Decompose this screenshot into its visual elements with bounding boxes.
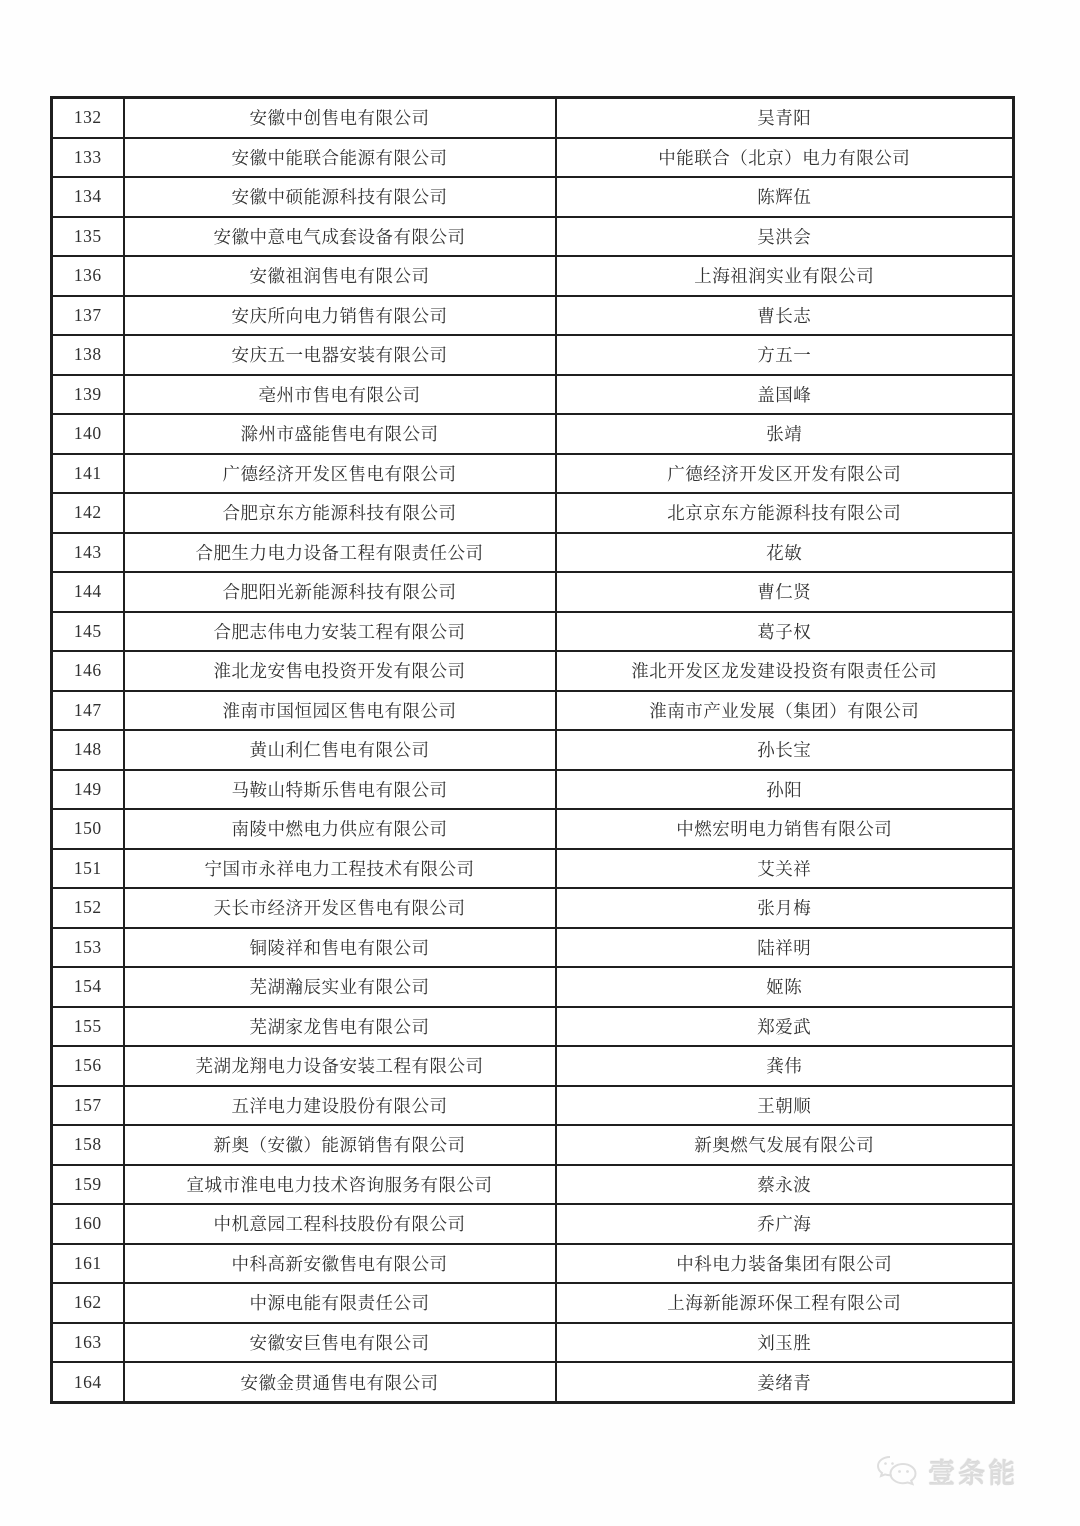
cell-company-name: 淮北龙安售电投资开发有限公司 xyxy=(124,651,556,691)
cell-row-number: 152 xyxy=(52,888,124,928)
cell-representative: 孙长宝 xyxy=(556,730,1014,770)
table-row xyxy=(52,651,1014,691)
table-row xyxy=(52,967,1014,1007)
cell-row-number: 145 xyxy=(52,612,124,652)
cell-row-number: 136 xyxy=(52,256,124,296)
watermark xyxy=(876,1452,1018,1491)
cell-company-name: 宣城市淮电电力技术咨询服务有限公司 xyxy=(124,1165,556,1205)
cell-representative: 陈辉伍 xyxy=(556,177,1014,217)
cell-representative: 花敏 xyxy=(556,533,1014,573)
cell-representative: 陆祥明 xyxy=(556,928,1014,968)
cell-representative: 北京京东方能源科技有限公司 xyxy=(556,493,1014,533)
cell-row-number: 150 xyxy=(52,809,124,849)
table-row xyxy=(52,1244,1014,1284)
cell-representative: 中科电力装备集团有限公司 xyxy=(556,1244,1014,1284)
table-row xyxy=(52,928,1014,968)
cell-row-number: 140 xyxy=(52,414,124,454)
cell-company-name: 芜湖家龙售电有限公司 xyxy=(124,1007,556,1047)
cell-row-number: 144 xyxy=(52,572,124,612)
cell-row-number: 155 xyxy=(52,1007,124,1047)
table-row xyxy=(52,375,1014,415)
table-row xyxy=(52,256,1014,296)
cell-row-number: 142 xyxy=(52,493,124,533)
cell-company-name: 合肥京东方能源科技有限公司 xyxy=(124,493,556,533)
cell-company-name: 安徽中能联合能源有限公司 xyxy=(124,138,556,178)
cell-row-number: 159 xyxy=(52,1165,124,1205)
cell-row-number: 134 xyxy=(52,177,124,217)
cell-company-name: 中源电能有限责任公司 xyxy=(124,1283,556,1323)
table-row xyxy=(52,1125,1014,1165)
cell-row-number: 149 xyxy=(52,770,124,810)
cell-representative: 孙阳 xyxy=(556,770,1014,810)
cell-representative: 吴洪会 xyxy=(556,217,1014,257)
cell-company-name: 亳州市售电有限公司 xyxy=(124,375,556,415)
cell-row-number: 162 xyxy=(52,1283,124,1323)
cell-row-number: 157 xyxy=(52,1086,124,1126)
table-row xyxy=(52,138,1014,178)
cell-row-number: 135 xyxy=(52,217,124,257)
cell-representative: 龚伟 xyxy=(556,1046,1014,1086)
cell-company-name: 合肥志伟电力安装工程有限公司 xyxy=(124,612,556,652)
cell-row-number: 161 xyxy=(52,1244,124,1284)
cell-representative: 淮南市产业发展（集团）有限公司 xyxy=(556,691,1014,731)
cell-row-number: 160 xyxy=(52,1204,124,1244)
cell-representative: 刘玉胜 xyxy=(556,1323,1014,1363)
cell-row-number: 132 xyxy=(52,98,124,138)
cell-row-number: 163 xyxy=(52,1323,124,1363)
cell-representative: 葛子权 xyxy=(556,612,1014,652)
cell-company-name: 铜陵祥和售电有限公司 xyxy=(124,928,556,968)
table-row xyxy=(52,730,1014,770)
table-row xyxy=(52,414,1014,454)
cell-company-name: 安庆所向电力销售有限公司 xyxy=(124,296,556,336)
cell-representative: 曹仁贤 xyxy=(556,572,1014,612)
cell-representative: 淮北开发区龙发建设投资有限责任公司 xyxy=(556,651,1014,691)
cell-representative: 王朝顺 xyxy=(556,1086,1014,1126)
cell-representative: 乔广海 xyxy=(556,1204,1014,1244)
table-row xyxy=(52,533,1014,573)
cell-company-name: 安徽安巨售电有限公司 xyxy=(124,1323,556,1363)
cell-company-name: 宁国市永祥电力工程技术有限公司 xyxy=(124,849,556,889)
cell-representative: 中能联合（北京）电力有限公司 xyxy=(556,138,1014,178)
cell-row-number: 154 xyxy=(52,967,124,1007)
table-row xyxy=(52,572,1014,612)
table-row xyxy=(52,1283,1014,1323)
cell-company-name: 马鞍山特斯乐售电有限公司 xyxy=(124,770,556,810)
cell-company-name: 天长市经济开发区售电有限公司 xyxy=(124,888,556,928)
cell-company-name: 合肥生力电力设备工程有限责任公司 xyxy=(124,533,556,573)
cell-company-name: 滁州市盛能售电有限公司 xyxy=(124,414,556,454)
table-row xyxy=(52,1165,1014,1205)
table-row xyxy=(52,177,1014,217)
cell-representative: 上海祖润实业有限公司 xyxy=(556,256,1014,296)
cell-representative: 方五一 xyxy=(556,335,1014,375)
table-row xyxy=(52,296,1014,336)
cell-company-name: 中科高新安徽售电有限公司 xyxy=(124,1244,556,1284)
cell-company-name: 安徽祖润售电有限公司 xyxy=(124,256,556,296)
cell-company-name: 五洋电力建设股份有限公司 xyxy=(124,1086,556,1126)
cell-row-number: 156 xyxy=(52,1046,124,1086)
cell-row-number: 146 xyxy=(52,651,124,691)
cell-company-name: 黄山利仁售电有限公司 xyxy=(124,730,556,770)
cell-row-number: 133 xyxy=(52,138,124,178)
cell-company-name: 安徽中创售电有限公司 xyxy=(124,98,556,138)
cell-row-number: 148 xyxy=(52,730,124,770)
cell-company-name: 中机意园工程科技股份有限公司 xyxy=(124,1204,556,1244)
table-row xyxy=(52,493,1014,533)
cell-company-name: 安徽金贯通售电有限公司 xyxy=(124,1362,556,1402)
cell-company-name: 合肥阳光新能源科技有限公司 xyxy=(124,572,556,612)
table-row xyxy=(52,691,1014,731)
cell-company-name: 广德经济开发区售电有限公司 xyxy=(124,454,556,494)
cell-representative: 吴青阳 xyxy=(556,98,1014,138)
cell-row-number: 143 xyxy=(52,533,124,573)
table-row xyxy=(52,1046,1014,1086)
cell-representative: 盖国峰 xyxy=(556,375,1014,415)
cell-company-name: 安徽中硕能源科技有限公司 xyxy=(124,177,556,217)
cell-company-name: 新奥（安徽）能源销售有限公司 xyxy=(124,1125,556,1165)
cell-representative: 张月梅 xyxy=(556,888,1014,928)
cell-representative: 郑爱武 xyxy=(556,1007,1014,1047)
cell-representative: 姬陈 xyxy=(556,967,1014,1007)
table-row xyxy=(52,1086,1014,1126)
table-row xyxy=(52,612,1014,652)
cell-company-name: 芜湖瀚辰实业有限公司 xyxy=(124,967,556,1007)
registry-table-body xyxy=(52,98,1014,1403)
cell-row-number: 139 xyxy=(52,375,124,415)
cell-representative: 张靖 xyxy=(556,414,1014,454)
cell-company-name: 淮南市国恒园区售电有限公司 xyxy=(124,691,556,731)
table-row xyxy=(52,888,1014,928)
table-row xyxy=(52,217,1014,257)
cell-representative: 新奥燃气发展有限公司 xyxy=(556,1125,1014,1165)
cell-representative: 曹长志 xyxy=(556,296,1014,336)
cell-representative: 姜绪青 xyxy=(556,1362,1014,1402)
cell-company-name: 芜湖龙翔电力设备安装工程有限公司 xyxy=(124,1046,556,1086)
cell-row-number: 164 xyxy=(52,1362,124,1402)
cell-row-number: 138 xyxy=(52,335,124,375)
cell-row-number: 137 xyxy=(52,296,124,336)
table-row xyxy=(52,1362,1014,1402)
cell-representative: 蔡永波 xyxy=(556,1165,1014,1205)
table-row xyxy=(52,335,1014,375)
cell-row-number: 151 xyxy=(52,849,124,889)
watermark-text: 壹条能 xyxy=(928,1459,1018,1489)
table-row xyxy=(52,809,1014,849)
table-row xyxy=(52,849,1014,889)
cell-representative: 广德经济开发区开发有限公司 xyxy=(556,454,1014,494)
table-row xyxy=(52,1323,1014,1363)
cell-representative: 中燃宏明电力销售有限公司 xyxy=(556,809,1014,849)
wechat-chat-bubbles-icon xyxy=(876,1455,920,1489)
table-row xyxy=(52,770,1014,810)
table-row xyxy=(52,98,1014,138)
cell-company-name: 南陵中燃电力供应有限公司 xyxy=(124,809,556,849)
cell-company-name: 安徽中意电气成套设备有限公司 xyxy=(124,217,556,257)
cell-row-number: 158 xyxy=(52,1125,124,1165)
cell-representative: 上海新能源环保工程有限公司 xyxy=(556,1283,1014,1323)
table-row xyxy=(52,454,1014,494)
registry-table xyxy=(50,96,1015,1404)
cell-company-name: 安庆五一电器安装有限公司 xyxy=(124,335,556,375)
cell-row-number: 147 xyxy=(52,691,124,731)
cell-row-number: 153 xyxy=(52,928,124,968)
cell-representative: 艾关祥 xyxy=(556,849,1014,889)
table-row xyxy=(52,1007,1014,1047)
cell-row-number: 141 xyxy=(52,454,124,494)
table-row xyxy=(52,1204,1014,1244)
